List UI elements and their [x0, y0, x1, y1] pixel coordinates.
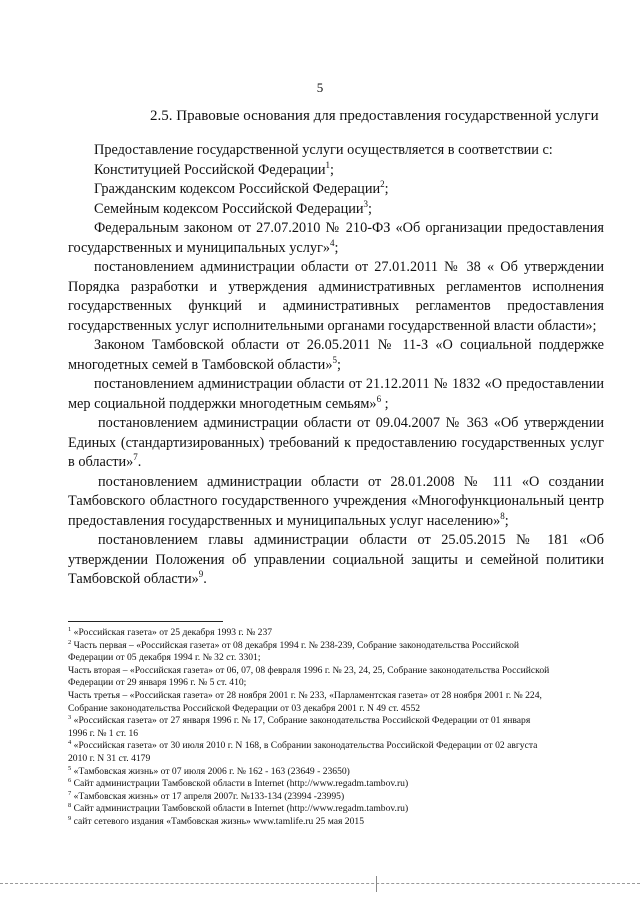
paragraph — [68, 414, 604, 473]
footnote-ref: 5 — [332, 354, 337, 365]
paragraph-tail: ; — [368, 200, 373, 217]
footnote — [68, 640, 608, 653]
paragraph — [68, 531, 604, 590]
footnote-text: Собрание законодательства Российской Федерации от 03 декабря 2001 г. N 49 ст. 4552 — [68, 702, 421, 714]
paragraph-tail: ; — [337, 356, 341, 373]
footnote-ref: 8 — [500, 510, 505, 521]
footnote-number: 1 — [68, 625, 72, 633]
paragraph-text: Семейным кодексом Российской Федерации — [94, 200, 364, 217]
bottom-tick-mark — [376, 876, 377, 892]
footnote-number: 6 — [68, 776, 72, 784]
footnote-text: сайт сетевого издания «Тамбовская жизнь» www.tamlife.ru 25 мая 2015 — [73, 815, 364, 827]
paragraph-text: постановлением администрации области от 28.01.2008 № 111 «О создании Тамбовского областного государственного учреждения «Многофункциональный центр предоставления государственных и муниципальных услуг населению» — [68, 473, 604, 529]
footnote-ref: 2 — [380, 179, 385, 190]
footnote — [68, 816, 608, 829]
paragraph-tail: ; — [504, 512, 509, 529]
paragraph-text: Законом Тамбовской области от 26.05.2011 № 11-З «О социальной поддержке многодетных семей в Тамбовской области» — [68, 337, 604, 373]
footnote-number: 9 — [68, 814, 72, 822]
footnote-number: 2 — [68, 638, 72, 646]
paragraph-text: постановлением администрации области от 21.12.2011 № 1832 «О предоставлении мер социальной поддержки многодетным семьям» — [68, 376, 604, 412]
paragraph-tail: ; — [330, 161, 334, 178]
paragraph — [68, 161, 604, 181]
footnote-ref: 6 — [376, 393, 382, 404]
footnote-number: 8 — [68, 802, 72, 810]
paragraph-text: Предоставление государственной услуги осуществляется в соответствии с: — [94, 142, 553, 158]
page-number: 5 — [316, 80, 324, 95]
paragraph-text: постановлением администрации области от 09.04.2007 № 363 «Об утверждении Единых (стандартизированных) требований к предоставлению государственных услуг в области» — [68, 415, 604, 470]
footnote-number: 7 — [68, 789, 72, 797]
footnote-text: Сайт администрации Тамбовской области в Internet (http://www.regadm.tambov.ru) — [73, 803, 409, 815]
footnote-text: «Российская газета» от 27 января 1996 г. № 17, Собрание законодательства Российской Федерации от 01 января — [73, 715, 531, 727]
footnotes — [68, 627, 608, 829]
footnote — [68, 803, 608, 816]
bottom-divider — [0, 883, 640, 884]
paragraph — [68, 180, 604, 200]
footnote-text: Часть вторая – «Российская газета» от 06, 07, 08 февраля 1996 г. № 23, 24, 25, Собрание законодательства Российской — [68, 664, 550, 676]
paragraph-tail: . — [137, 454, 142, 470]
paragraph — [68, 258, 604, 336]
footnote-number: 4 — [68, 739, 72, 747]
footnote — [68, 728, 608, 741]
footnote-text: Часть первая – «Российская газета» от 08 декабря 1994 г. № 238-239, Собрание законодательства Российской — [73, 639, 520, 651]
footnote-text: «Российская газета» от 30 июля 2010 г. N 168, в Собрании законодательства Российской Федерации от 02 августа — [73, 740, 538, 752]
footnote-number: 5 — [68, 764, 72, 772]
footnote — [68, 766, 608, 779]
footnote — [68, 778, 608, 791]
footnote — [68, 677, 608, 690]
footnote-text: Федерации от 05 декабря 1994 г. № 32 ст. 3301; — [68, 652, 261, 664]
paragraph-text: постановлением главы администрации области от 25.05.2015 № 181 «Об утверждении Положения об управлении социальной защиты и семейной политики Тамбовской области» — [68, 532, 604, 587]
paragraph-tail: ; — [334, 239, 339, 256]
paragraph — [68, 473, 604, 532]
footnote-ref: 4 — [330, 237, 335, 248]
paragraph-text: постановлением администрации области от 27.01.2011 № 38 « Об утверждении Порядка разработки и утверждения административных регламентов исполнения государственных функций и административных регламентов предоставления государственных услуг исполнительными органами государственной власти области»; — [68, 259, 604, 334]
footnote-separator — [68, 621, 223, 622]
paragraph — [68, 336, 604, 375]
footnote-text: «Тамбовская жизнь» от 07 июля 2006 г. № 162 - 163 (23649 - 23650) — [73, 765, 350, 777]
footnote-text: «Тамбовская жизнь» от 17 апреля 2007г. №133-134 (23994 -23995) — [73, 790, 345, 802]
footnote — [68, 665, 608, 678]
footnote-text: 1996 г. № 1 ст. 16 — [68, 727, 139, 739]
footnote-text: 2010 г. N 31 ст. 4179 — [68, 752, 151, 764]
footnote-number: 3 — [68, 713, 72, 721]
footnote-ref: 9 — [198, 569, 204, 580]
paragraph-text: Гражданским кодексом Российской Федерации — [94, 181, 381, 197]
paragraph-tail: . — [203, 571, 207, 587]
paragraph-tail: ; — [384, 181, 389, 197]
footnote — [68, 703, 608, 716]
paragraph — [68, 375, 604, 414]
footnote-text: Федерации от 29 января 1996 г. № 5 ст. 410; — [68, 677, 247, 689]
footnote-ref: 3 — [363, 198, 369, 209]
footnote-text: Сайт администрации Тамбовской области в Internet (http://www.regadm.tambov.ru) — [73, 778, 409, 790]
footnote — [68, 652, 608, 665]
footnote — [68, 627, 608, 640]
paragraph-text: Федеральным законом от 27.07.2010 № 210-ФЗ «Об организации предоставления государственных и муниципальных услуг» — [68, 220, 604, 256]
paragraph — [68, 200, 604, 220]
footnote — [68, 715, 608, 728]
footnote-ref: 7 — [133, 452, 138, 463]
section-title: 2.5. Правовые основания для предоставления государственной услуги — [150, 108, 599, 124]
paragraph-text: Конституцией Российской Федерации — [94, 161, 326, 178]
footnote — [68, 740, 608, 753]
footnote-text: «Российская газета» от 25 декабря 1993 г. № 237 — [73, 627, 273, 638]
footnote-ref: 1 — [325, 159, 331, 170]
paragraph — [68, 219, 604, 258]
footnote — [68, 753, 608, 766]
legal-basis-list — [68, 141, 604, 590]
footnote — [68, 791, 608, 804]
paragraph-tail: ; — [381, 395, 389, 412]
paragraph — [68, 141, 604, 161]
footnote-text: Часть третья – «Российская газета» от 28 ноября 2001 г. № 233, «Парламентская газета» от 28 ноября 2001 г. № 224, — [68, 689, 542, 701]
footnote — [68, 690, 608, 703]
